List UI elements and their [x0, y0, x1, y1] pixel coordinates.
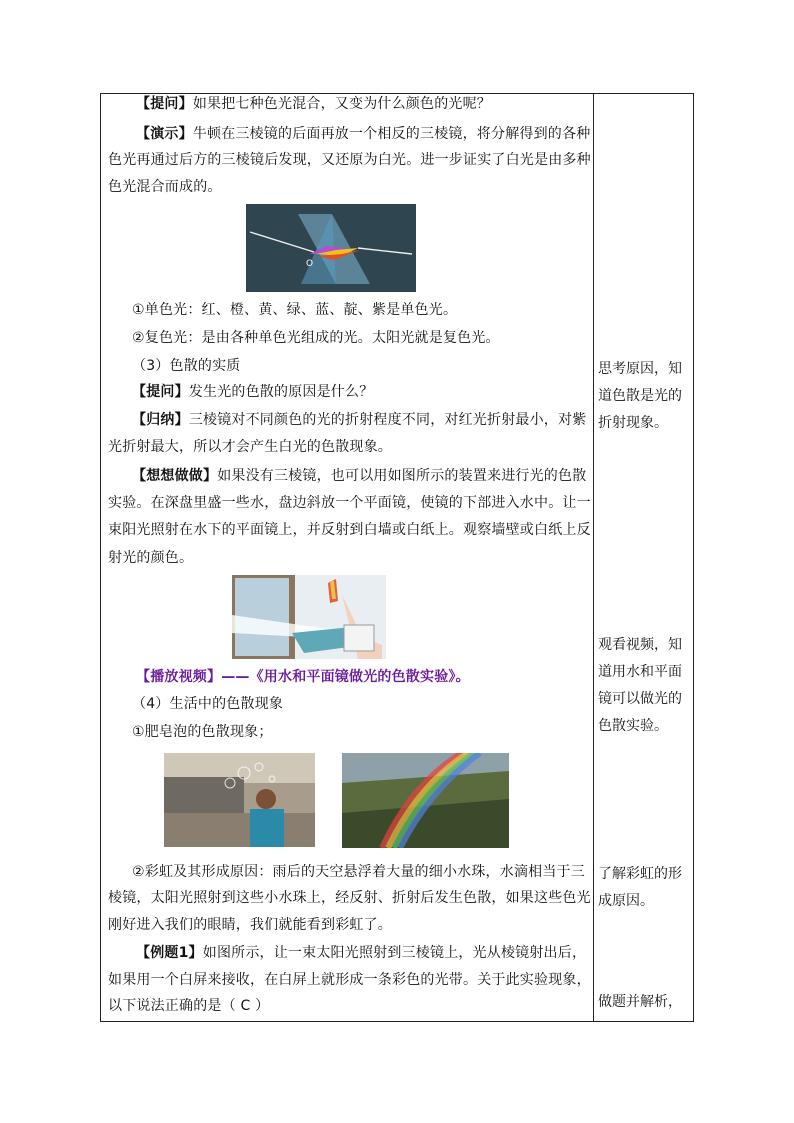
video-link[interactable]: 【播放视频】——《用水和平面镜做光的色散实验》。 — [136, 669, 470, 685]
note-exercise: 做题并解析， — [598, 994, 682, 1010]
example-line-3: 以下说法正确的是（ C ） — [108, 998, 270, 1014]
note-rainbow: 了解彩虹的形 成原因。 — [598, 866, 682, 909]
rainbow-photo — [342, 753, 509, 848]
example-line-2: 如果用一个白屏来接收，在白屏上就形成一条彩色的光带。关于此实验现象， — [108, 972, 591, 988]
rainbow-line-2: 棱镜，太阳光照射到这些小水珠上，经反射、折射后发生色散，如果这些色光 — [108, 890, 591, 906]
soap-bubble-photo — [164, 753, 315, 847]
water-mirror-image — [232, 575, 386, 659]
demo-line-3: 色光混合而成的。 — [108, 179, 222, 195]
soap-bubble-caption: ①肥皂泡的色散现象； — [132, 724, 273, 740]
rainbow-line-1: ②彩虹及其形成原因：雨后的天空悬浮着大量的细小水珠，水滴相当于三 — [132, 864, 585, 880]
summary-line-2: 光折射最大，所以才会产生白光的色散现象。 — [108, 439, 392, 455]
section-4-title: （4）生活中的色散现象 — [132, 696, 284, 712]
note-watch-video: 观看视频，知 道用水和平面 镜可以做光的 色散实验。 — [598, 637, 682, 734]
example-line-1: 【例题1】如图所示，让一束太阳光照射到三棱镜上，光从棱镜射出后， — [136, 945, 587, 961]
note-dispersion-cause: 思考原因，知 道色散是光的 折射现象。 — [598, 361, 682, 431]
demo-line-1: 【演示】牛顿在三棱镜的后面再放一个相反的三棱镜，将分解得到的各种 — [136, 126, 591, 142]
mono-light: ①单色光：红、橙、黄、绿、蓝、靛、紫是单色光。 — [132, 302, 458, 318]
prism-label: O — [306, 259, 314, 269]
question-1: 【提问】如果把七种色光混合，又变为什么颜色的光呢？ — [136, 96, 492, 112]
think-line-3: 束阳光照射在水下的平面镜上，并反射到白墙或白纸上。观察墙壁或白纸上反 — [108, 522, 591, 538]
column-divider — [593, 94, 594, 1021]
demo-line-2: 色光再通过后方的三棱镜后发现，又还原为白光。进一步证实了白光是由多种 — [108, 152, 591, 168]
double-prism-image — [246, 204, 416, 292]
question-2: 【提问】发生光的色散的原因是什么？ — [132, 384, 374, 400]
complex-light: ②复色光：是由各种单色光组成的光。太阳光就是复色光。 — [132, 330, 500, 346]
think-line-1: 【想想做做】如果没有三棱镜，也可以用如图所示的装置来进行光的色散 — [132, 468, 587, 484]
section-3-title: （3）色散的实质 — [132, 358, 241, 374]
rainbow-line-3: 刚好进入我们的眼睛，我们就能看到彩虹了。 — [108, 917, 392, 933]
think-line-2: 实验。在深盘里盛一些水，盘边斜放一个平面镜，使镜的下部进入水中。让一 — [108, 495, 591, 511]
summary-line-1: 【归纳】三棱镜对不同颜色的光的折射程度不同，对红光折射最小，对紫 — [132, 412, 587, 428]
think-line-4: 射光的颜色。 — [108, 550, 194, 566]
